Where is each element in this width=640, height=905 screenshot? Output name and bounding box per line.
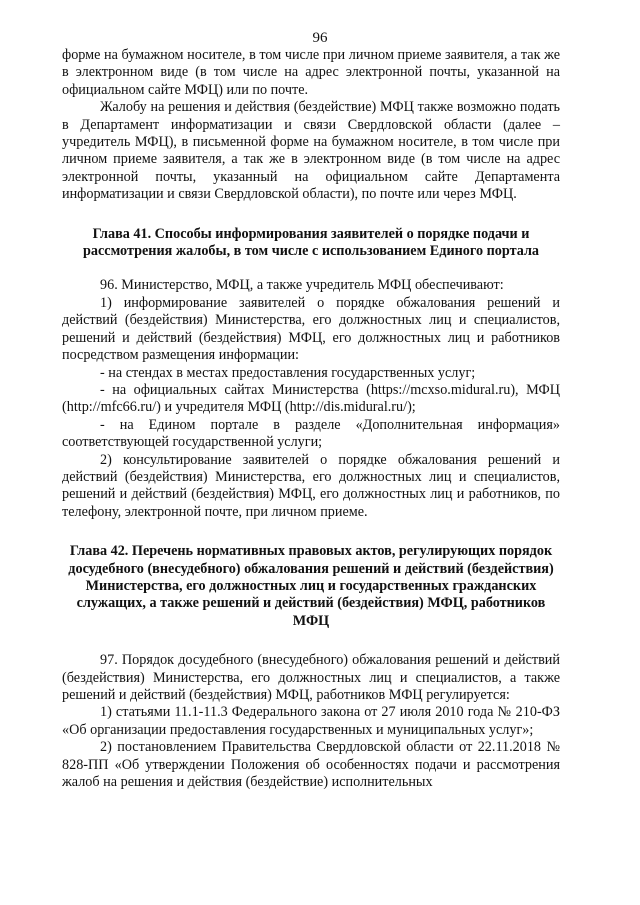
paragraph-96-item-2: 2) консультирование заявителей о порядке обжалования решений и действий (бездействия) Министерства, его должностных лиц и специалистов, решений и действий (бездействия) МФЦ, его должностных лиц и работников, по телефону, электронной почте, при личном приеме.	[62, 451, 560, 520]
paragraph-complaint-department: Жалобу на решения и действия (бездействие) МФЦ также возможно подать в Департамент информатизации и связи Свердловской области (далее – учредитель МФЦ), в письменной форме на бумажном носителе, в том числе при личном приеме заявителя, а так же в электронном виде (в том числе на адрес электронной почты, указанный на официальном сайте Департамента информатизации и связи Свердловской области), по почте или через МФЦ.	[62, 99, 560, 203]
paragraph-97-item-1: 1) статьями 11.1-11.3 Федерального закона от 27 июля 2010 года № 210-ФЗ «Об организации предоставления государственных и муниципальных услуг»;	[62, 704, 560, 738]
paragraph-intro-continued: форме на бумажном носителе, в том числе при личном приеме заявителя, а так же в электронном виде (в том числе на адрес электронной почты, указанной на официальном сайте МФЦ) или по почте.	[62, 47, 560, 98]
page-number: 96	[312, 30, 328, 46]
paragraph-96: 96. Министерство, МФЦ, а также учредитель МФЦ обеспечивают:	[100, 277, 504, 294]
paragraph-96-sub-3: - на Едином портале в разделе «Дополнительная информация» соответствующей государственной услуги;	[62, 416, 560, 451]
paragraph-96-sub-2: - на официальных сайтах Министерства (https://mcxso.midural.ru), МФЦ (http://mfc66.ru/) и учредителя МФЦ (http://dis.midural.ru/);	[62, 381, 560, 416]
paragraph-97: 97. Порядок досудебного (внесудебного) обжалования решений и действий (бездействия) Министерства, его должностных лиц и специалистов, а также решений и действий (бездействия) МФЦ, работников МФЦ регулируется:	[62, 652, 560, 703]
chapter-42-heading: Глава 42. Перечень нормативных правовых актов, регулирующих порядок досудебного (внесудебного) обжалования решений и действий (бездействия) Министерства, его должностных лиц и государственных гражданских служащих, а также решений и действий (бездействия) МФЦ, работников МФЦ	[68, 543, 554, 629]
document-body	[62, 47, 560, 791]
paragraph-97-item-2: 2) постановлением Правительства Свердловской области от 22.11.2018 № 828-ПП «Об утверждении Положения об особенностях подачи и рассмотрения жалоб на решения и действия (бездействие) исполнительных	[62, 739, 560, 791]
paragraph-96-item-1: 1) информирование заявителей о порядке обжалования решений и действий (бездействия) Министерства, его должностных лиц и специалистов, решений и действий (бездействия) МФЦ, его должностных лиц и работников посредством размещения информации:	[62, 294, 560, 364]
chapter-41-heading: Глава 41. Способы информирования заявителей о порядке подачи и рассмотрения жалобы, в том числе с использованием Единого портала	[82, 225, 539, 260]
paragraph-96-sub-1: - на стендах в местах предоставления государственных услуг;	[100, 364, 476, 381]
